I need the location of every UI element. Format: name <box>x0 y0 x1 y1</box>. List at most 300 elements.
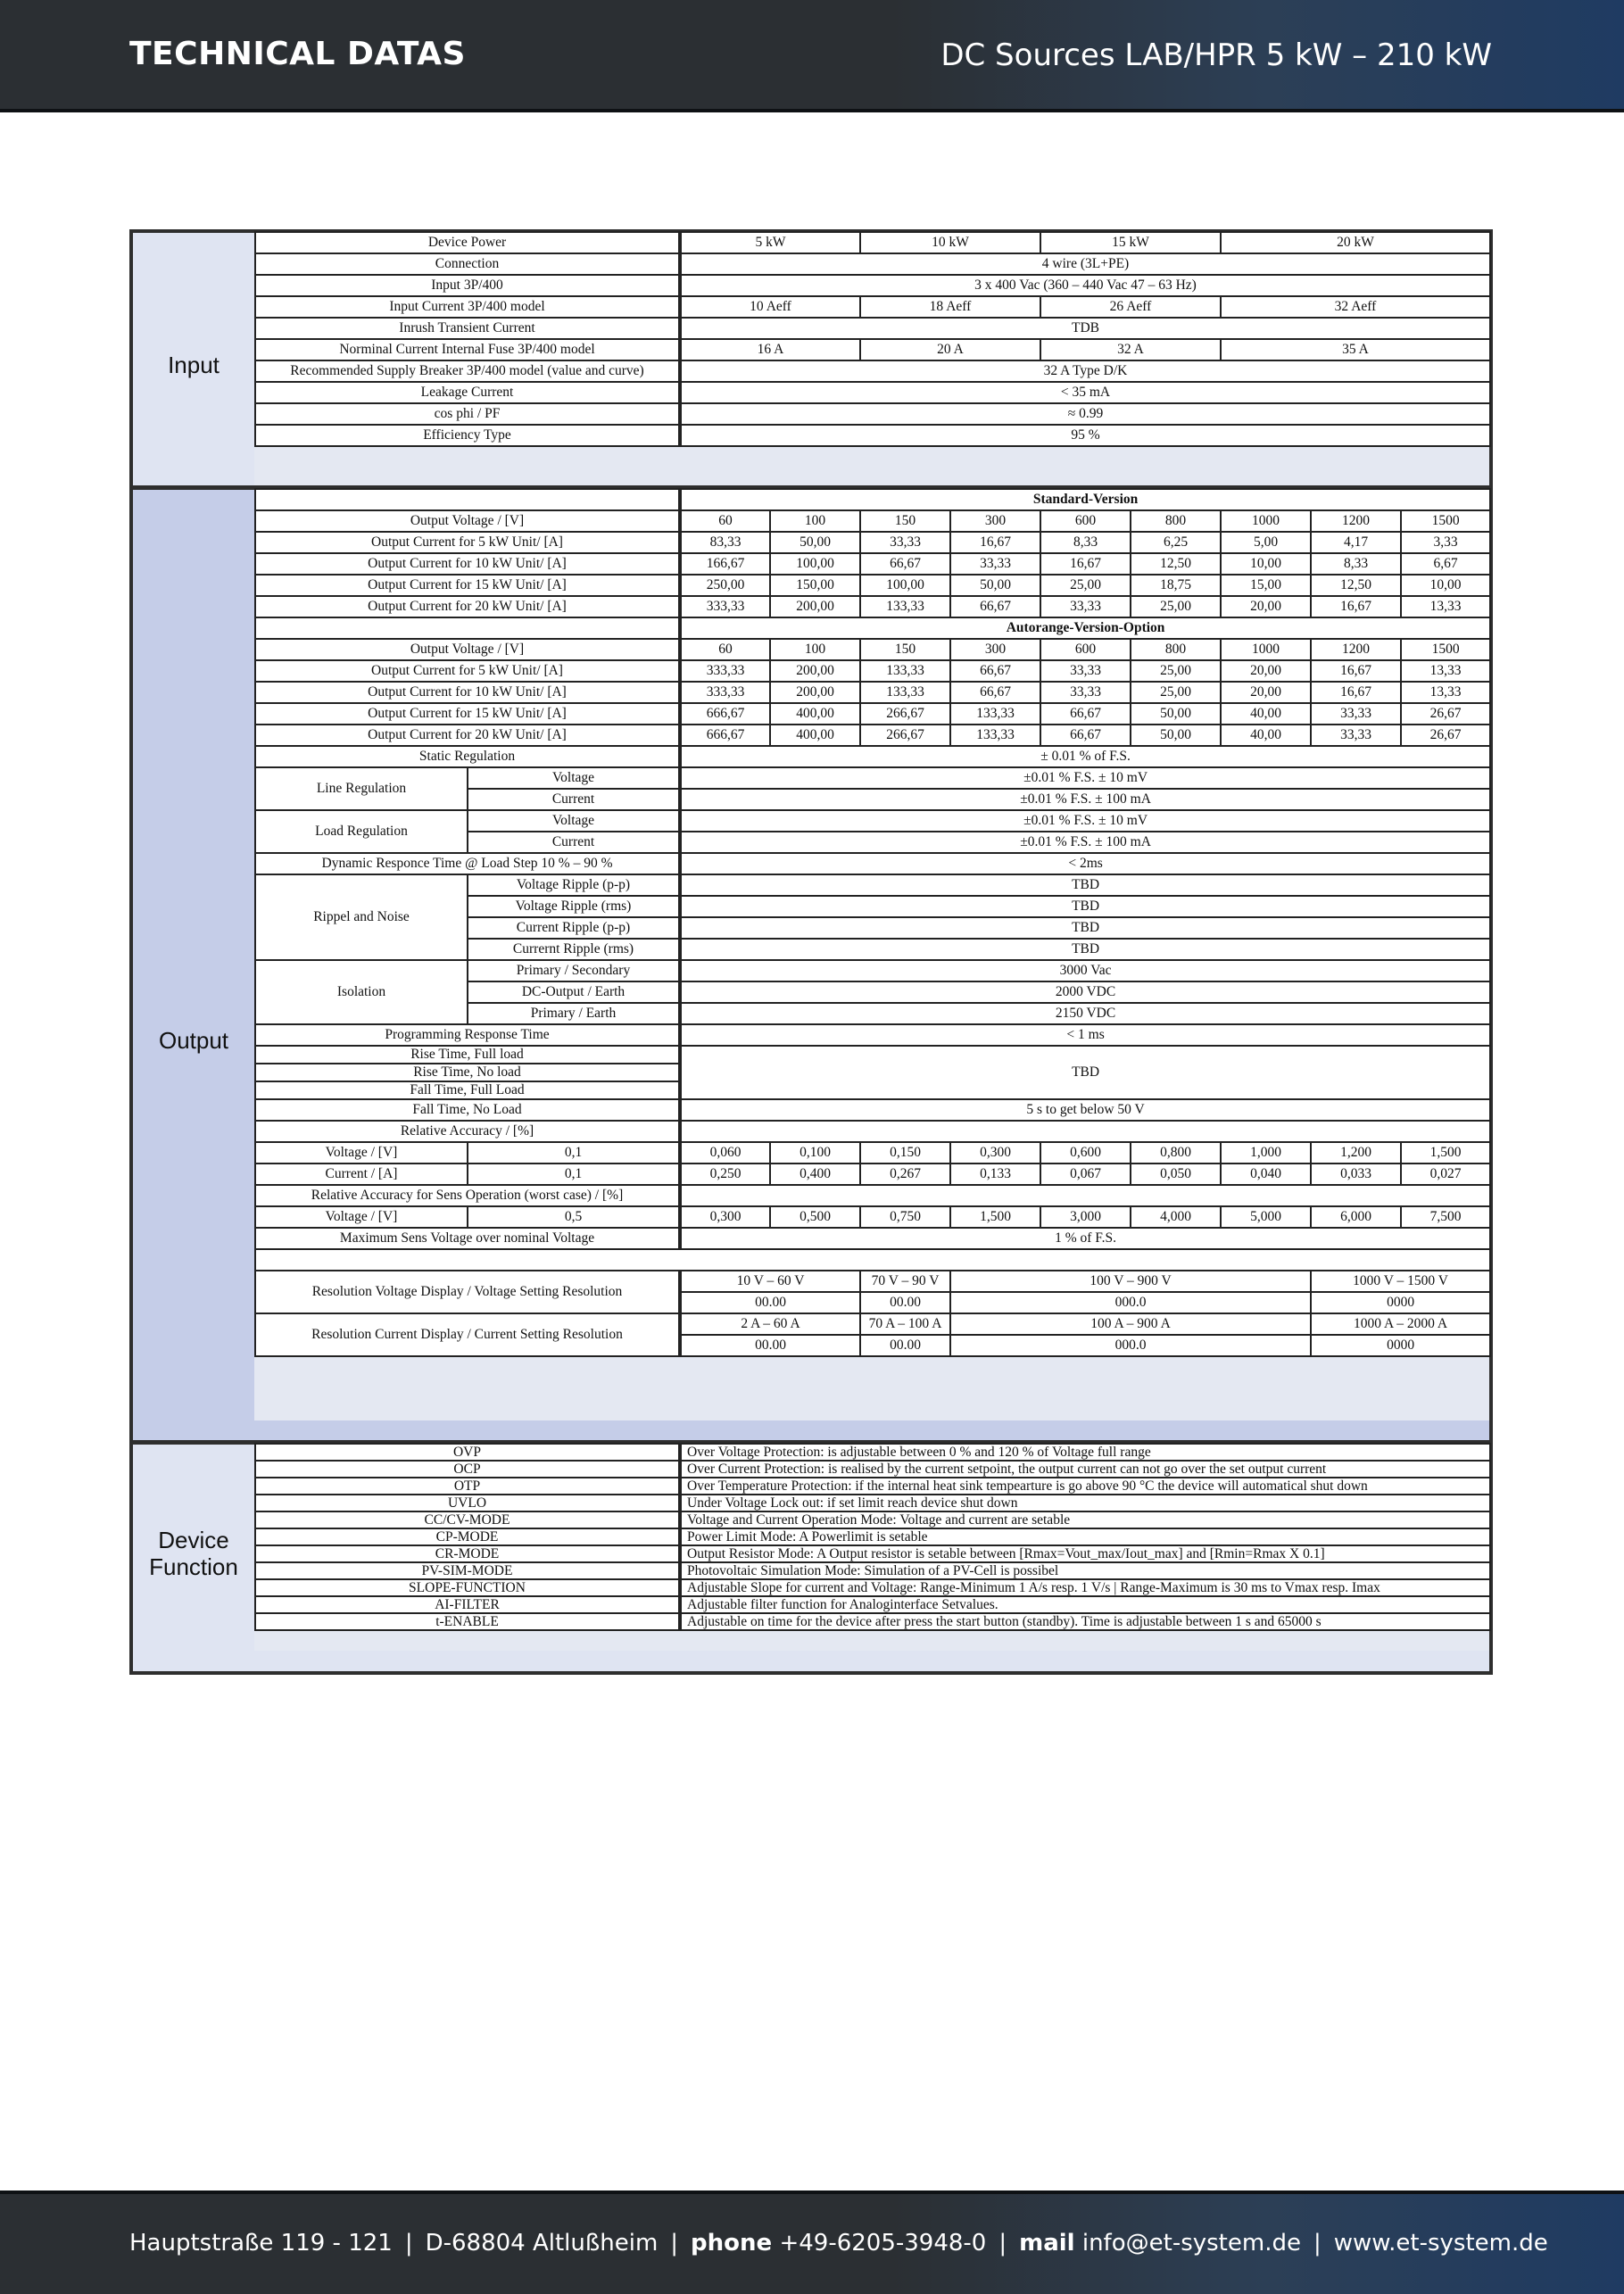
row-sublabel: Primary / Secondary <box>468 960 680 981</box>
table-row <box>255 725 1490 746</box>
table-cell: 000.0 <box>950 1292 1311 1313</box>
table-row <box>255 575 1490 596</box>
row-label: Line Regulation <box>255 767 468 810</box>
table-cell: 0,040 <box>1221 1164 1311 1185</box>
table-cell: 5,00 <box>1221 532 1311 553</box>
table-cell: 1000 <box>1221 639 1311 660</box>
table-row <box>255 1562 1490 1579</box>
table-cell: 150 <box>860 639 950 660</box>
table-row <box>255 1099 1490 1121</box>
table-cell: 20,00 <box>1221 682 1311 703</box>
function-name: CC/CV-MODE <box>255 1511 680 1528</box>
row-label: Input 3P/400 <box>255 275 680 296</box>
table-cell: 50,00 <box>1131 725 1221 746</box>
table-cell: 1200 <box>1311 510 1401 532</box>
table-cell: 66,67 <box>860 553 950 575</box>
table-cell: 10 Aeff <box>680 296 860 318</box>
row-label: Output Current for 5 kW Unit/ [A] <box>255 660 680 682</box>
function-name: OVP <box>255 1444 680 1461</box>
table-cell: 0,300 <box>950 1142 1040 1164</box>
row-label: Voltage / [V] <box>255 1206 468 1228</box>
table-cell: 200,00 <box>770 660 860 682</box>
table-row <box>255 318 1490 339</box>
row-label: Output Current for 20 kW Unit/ [A] <box>255 596 680 617</box>
table-cell: 2 A – 60 A <box>680 1313 860 1335</box>
table-cell: 2150 VDC <box>680 1003 1490 1024</box>
row-sublabel: Voltage Ripple (rms) <box>468 896 680 917</box>
row-sublabel: Current Ripple (p-p) <box>468 917 680 939</box>
table-cell: 266,67 <box>860 725 950 746</box>
table-cell: 18,75 <box>1131 575 1221 596</box>
table-cell: 40,00 <box>1221 703 1311 725</box>
table-cell: 0,250 <box>680 1164 770 1185</box>
table-cell: 333,33 <box>680 660 770 682</box>
function-name: AI-FILTER <box>255 1596 680 1613</box>
table-cell: 800 <box>1131 639 1221 660</box>
table-row <box>255 1142 1490 1164</box>
table-cell: 6,000 <box>1311 1206 1401 1228</box>
row-label: Leakage Current <box>255 382 680 403</box>
output-table <box>254 488 1491 1357</box>
section-label-output: Output <box>158 1027 229 1054</box>
table-cell: 0,050 <box>1131 1164 1221 1185</box>
page-header <box>0 0 1624 112</box>
table-cell: 10,00 <box>1401 575 1490 596</box>
table-row <box>255 339 1490 360</box>
blank-cell <box>680 1121 1490 1142</box>
row-label: Fall Time, No Load <box>255 1099 680 1121</box>
table-row <box>255 1271 1490 1292</box>
table-cell: 100 V – 900 V <box>950 1271 1311 1292</box>
row-label: Output Current for 20 kW Unit/ [A] <box>255 725 680 746</box>
table-cell: 33,33 <box>1040 682 1131 703</box>
table-cell: 33,33 <box>950 553 1040 575</box>
table-cell: 250,00 <box>680 575 770 596</box>
table-cell: 18 Aeff <box>860 296 1040 318</box>
row-sublabel: Voltage <box>468 767 680 789</box>
table-cell: 133,33 <box>950 725 1040 746</box>
table-row <box>255 874 1490 896</box>
row-label: Input Current 3P/400 model <box>255 296 680 318</box>
table-cell: 33,33 <box>1311 725 1401 746</box>
table-cell: 150,00 <box>770 575 860 596</box>
function-description: Over Current Protection: is realised by the current setpoint, the output current can not go over the set output current <box>680 1461 1490 1478</box>
blank-row <box>255 1249 1490 1271</box>
table-row <box>255 1545 1490 1562</box>
table-cell: 25,00 <box>1131 596 1221 617</box>
table-row <box>255 296 1490 318</box>
function-description: Under Voltage Lock out: if set limit reach device shut down <box>680 1495 1490 1511</box>
table-cell: 400,00 <box>770 725 860 746</box>
table-row <box>255 1613 1490 1630</box>
table-row <box>255 703 1490 725</box>
table-row <box>255 275 1490 296</box>
table-row <box>255 1444 1490 1461</box>
table-cell: 66,67 <box>950 596 1040 617</box>
table-cell: 0,600 <box>1040 1142 1131 1164</box>
table-cell: 0,100 <box>770 1142 860 1164</box>
table-cell: 300 <box>950 639 1040 660</box>
table-row <box>255 1121 1490 1142</box>
table-cell: 13,33 <box>1401 682 1490 703</box>
table-row <box>255 510 1490 532</box>
footer-web[interactable]: www.et-system.de <box>1333 2230 1548 2257</box>
table-cell: 800 <box>1131 510 1221 532</box>
table-cell: 5,000 <box>1221 1206 1311 1228</box>
table-cell: 4 wire (3L+PE) <box>680 253 1490 275</box>
table-cell: 00.00 <box>860 1335 950 1356</box>
row-label: Efficiency Type <box>255 425 680 446</box>
table-row <box>255 403 1490 425</box>
table-row <box>255 1249 1490 1271</box>
table-cell: TBD <box>680 874 1490 896</box>
row-label: Isolation <box>255 960 468 1024</box>
table-cell: 0000 <box>1311 1335 1490 1356</box>
row-label: Rise Time, Full load <box>255 1046 680 1064</box>
row-label: Resolution Current Display / Current Setting Resolution <box>255 1313 680 1356</box>
function-description: Over Temperature Protection: if the internal heat sink tempearture is go above 90 °C the device will automatical shut down <box>680 1478 1490 1495</box>
table-cell: 16,67 <box>1311 660 1401 682</box>
table-cell: 15 kW <box>1040 232 1221 253</box>
table-row <box>255 1495 1490 1511</box>
row-label: Output Current for 10 kW Unit/ [A] <box>255 682 680 703</box>
table-row <box>255 382 1490 403</box>
table-cell: 13,33 <box>1401 596 1490 617</box>
table-row <box>255 553 1490 575</box>
table-cell: 16,67 <box>1311 596 1401 617</box>
table-cell: 100,00 <box>860 575 950 596</box>
table-cell: 200,00 <box>770 596 860 617</box>
table-cell: 20,00 <box>1221 596 1311 617</box>
section-label-input: Input <box>168 352 220 378</box>
table-row <box>255 1478 1490 1495</box>
table-cell: 60 <box>680 510 770 532</box>
row-sublabel: Current <box>468 789 680 810</box>
table-cell: 1,500 <box>950 1206 1040 1228</box>
table-cell: 15,00 <box>1221 575 1311 596</box>
row-label: Resolution Voltage Display / Voltage Setting Resolution <box>255 1271 680 1313</box>
table-cell: 0,033 <box>1311 1164 1401 1185</box>
row-sublabel: Primary / Earth <box>468 1003 680 1024</box>
table-cell: 0,133 <box>950 1164 1040 1185</box>
function-name: CP-MODE <box>255 1528 680 1545</box>
table-cell: 0,300 <box>680 1206 770 1228</box>
table-cell: 600 <box>1040 510 1131 532</box>
table-cell: ±0.01 % F.S. ± 100 mA <box>680 832 1490 853</box>
table-cell: TDB <box>680 318 1490 339</box>
base-value: 0,1 <box>468 1142 680 1164</box>
table-cell: 00.00 <box>680 1335 860 1356</box>
table-cell: 35 A <box>1221 339 1490 360</box>
row-sublabel: Voltage Ripple (p-p) <box>468 874 680 896</box>
table-cell: 50,00 <box>950 575 1040 596</box>
table-cell: 300 <box>950 510 1040 532</box>
table-cell: 133,33 <box>860 682 950 703</box>
device-function-table <box>254 1443 1491 1631</box>
table-cell: 8,33 <box>1040 532 1131 553</box>
table-row <box>255 853 1490 874</box>
function-name: OTP <box>255 1478 680 1495</box>
table-cell: 100 <box>770 639 860 660</box>
table-row <box>255 1596 1490 1613</box>
table-cell: 70 V – 90 V <box>860 1271 950 1292</box>
table-cell: 1500 <box>1401 510 1490 532</box>
table-cell: 33,33 <box>1311 703 1401 725</box>
table-cell: ≈ 0.99 <box>680 403 1490 425</box>
product-title: DC Sources LAB/HPR 5 kW – 210 kW <box>940 37 1492 73</box>
table-row <box>255 489 1490 510</box>
table-cell: 70 A – 100 A <box>860 1313 950 1335</box>
table-cell: 0,267 <box>860 1164 950 1185</box>
row-label: Connection <box>255 253 680 275</box>
footer-phone: +49-6205-3948-0 <box>779 2230 987 2257</box>
table-row <box>255 232 1490 253</box>
autorange-version-title: Autorange-Version-Option <box>680 617 1490 639</box>
table-cell: ±0.01 % F.S. ± 100 mA <box>680 789 1490 810</box>
table-cell: 333,33 <box>680 682 770 703</box>
row-label: Fall Time, Full Load <box>255 1081 680 1099</box>
function-name: CR-MODE <box>255 1545 680 1562</box>
function-description: Adjustable Slope for current and Voltage: Range-Minimum 1 A/s resp. 1 V/s | Range-Maximum is 30 ms to Vmax resp. Imax <box>680 1579 1490 1596</box>
table-cell: 1 % of F.S. <box>680 1228 1490 1249</box>
table-cell: TBD <box>680 939 1490 960</box>
table-cell: 200,00 <box>770 682 860 703</box>
table-cell: 25,00 <box>1040 575 1131 596</box>
table-cell: 33,33 <box>860 532 950 553</box>
footer-address: Hauptstraße 119 - 121 <box>129 2230 393 2257</box>
output-bottom-band <box>254 1420 1489 1440</box>
footer-contact <box>129 2230 1548 2257</box>
table-cell: 3,33 <box>1401 532 1490 553</box>
table-row <box>255 253 1490 275</box>
table-row <box>255 639 1490 660</box>
table-cell: 10 V – 60 V <box>680 1271 860 1292</box>
table-cell: 0,027 <box>1401 1164 1490 1185</box>
table-cell: < 1 ms <box>680 1024 1490 1046</box>
blank-cell <box>255 617 680 639</box>
table-cell: 1,500 <box>1401 1142 1490 1164</box>
table-cell: < 35 mA <box>680 382 1490 403</box>
function-description: Adjustable filter function for Analoginterface Setvalues. <box>680 1596 1490 1613</box>
table-cell: 16,67 <box>950 532 1040 553</box>
table-cell: 40,00 <box>1221 725 1311 746</box>
section-label-line-1: Device <box>158 1527 229 1553</box>
table-cell: 4,17 <box>1311 532 1401 553</box>
table-row <box>255 810 1490 832</box>
table-cell: 666,67 <box>680 725 770 746</box>
table-row <box>255 767 1490 789</box>
function-bottom-band <box>254 1651 1489 1671</box>
table-cell: 0,400 <box>770 1164 860 1185</box>
table-cell: 00.00 <box>680 1292 860 1313</box>
footer-mail[interactable]: info@et-system.de <box>1081 2230 1301 2257</box>
section-label-line-2: Function <box>149 1553 238 1580</box>
function-name: PV-SIM-MODE <box>255 1562 680 1579</box>
row-label: Norminal Current Internal Fuse 3P/400 model <box>255 339 680 360</box>
table-cell: 66,67 <box>950 660 1040 682</box>
table-row <box>255 682 1490 703</box>
table-cell: 95 % <box>680 425 1490 446</box>
table-cell: 16 A <box>680 339 860 360</box>
function-description: Output Resistor Mode: A Output resistor is setable between [Rmax=Vout_max/Iout_max] and [Rmin=Rmax X 0.1] <box>680 1545 1490 1562</box>
row-label: Programming Response Time <box>255 1024 680 1046</box>
table-cell: 16,67 <box>1311 682 1401 703</box>
table-cell: 20,00 <box>1221 660 1311 682</box>
table-cell: 20 kW <box>1221 232 1490 253</box>
footer-phone-label: phone <box>691 2230 773 2257</box>
table-cell: 5 kW <box>680 232 860 253</box>
table-row <box>255 1579 1490 1596</box>
row-label: Output Current for 15 kW Unit/ [A] <box>255 703 680 725</box>
row-label: Voltage / [V] <box>255 1142 468 1164</box>
table-cell: 6,25 <box>1131 532 1221 553</box>
row-sublabel: Voltage <box>468 810 680 832</box>
table-cell: TBD <box>680 917 1490 939</box>
table-cell: 10,00 <box>1221 553 1311 575</box>
table-cell: 0,500 <box>770 1206 860 1228</box>
function-description: Adjustable on time for the device after press the start button (standby). Time is adjustable between 1 s and 65000 s <box>680 1613 1490 1630</box>
row-label: Rise Time, No load <box>255 1064 680 1081</box>
row-label: Dynamic Responce Time @ Load Step 10 % – 90 % <box>255 853 680 874</box>
table-cell: 100,00 <box>770 553 860 575</box>
table-cell: 266,67 <box>860 703 950 725</box>
table-row <box>255 1024 1490 1046</box>
function-description: Voltage and Current Operation Mode: Voltage and current are setable <box>680 1511 1490 1528</box>
table-row <box>255 425 1490 446</box>
footer-city: D-68804 Altlußheim <box>425 2230 659 2257</box>
table-cell: 0000 <box>1311 1292 1490 1313</box>
table-cell: 7,500 <box>1401 1206 1490 1228</box>
page-footer <box>0 2190 1624 2294</box>
row-label: Current / [A] <box>255 1164 468 1185</box>
table-cell: 26,67 <box>1401 725 1490 746</box>
row-label: Rippel and Noise <box>255 874 468 960</box>
table-row <box>255 532 1490 553</box>
row-label: Relative Accuracy for Sens Operation (worst case) / [%] <box>255 1185 680 1206</box>
table-cell: 100 <box>770 510 860 532</box>
table-cell: 12,50 <box>1311 575 1401 596</box>
table-cell: 32 Aeff <box>1221 296 1490 318</box>
table-cell: 3,000 <box>1040 1206 1131 1228</box>
table-cell: 0,060 <box>680 1142 770 1164</box>
table-cell: 1,200 <box>1311 1142 1401 1164</box>
table-cell: 3000 Vac <box>680 960 1490 981</box>
table-cell: 1500 <box>1401 639 1490 660</box>
row-sublabel: Current <box>468 832 680 853</box>
function-description: Photovoltaic Simulation Mode: Simulation of a PV-Cell is possibel <box>680 1562 1490 1579</box>
table-cell: 33,33 <box>1040 660 1131 682</box>
table-cell: 8,33 <box>1311 553 1401 575</box>
page-title: TECHNICAL DATAS <box>129 36 466 72</box>
table-cell: 10 kW <box>860 232 1040 253</box>
row-label: Load Regulation <box>255 810 468 853</box>
table-cell: 26 Aeff <box>1040 296 1221 318</box>
table-row <box>255 746 1490 767</box>
table-cell: 150 <box>860 510 950 532</box>
row-label: Static Regulation <box>255 746 680 767</box>
table-cell: 1000 A – 2000 A <box>1311 1313 1490 1335</box>
table-cell: 0,150 <box>860 1142 950 1164</box>
table-row <box>255 660 1490 682</box>
table-cell: TBD <box>680 896 1490 917</box>
table-cell: 83,33 <box>680 532 770 553</box>
table-cell: 33,33 <box>1040 596 1131 617</box>
row-label: cos phi / PF <box>255 403 680 425</box>
section-label-device-function <box>133 1528 254 1581</box>
table-cell: 66,67 <box>1040 725 1131 746</box>
table-cell: 600 <box>1040 639 1131 660</box>
table-cell: 66,67 <box>950 682 1040 703</box>
table-row <box>255 617 1490 639</box>
table-row <box>255 960 1490 981</box>
row-label: Relative Accuracy / [%] <box>255 1121 680 1142</box>
function-name: t-ENABLE <box>255 1613 680 1630</box>
function-name: UVLO <box>255 1495 680 1511</box>
table-row <box>255 1228 1490 1249</box>
row-label: Output Current for 10 kW Unit/ [A] <box>255 553 680 575</box>
row-label: Output Current for 5 kW Unit/ [A] <box>255 532 680 553</box>
table-cell: 1000 <box>1221 510 1311 532</box>
table-cell: 26,67 <box>1401 703 1490 725</box>
table-row <box>255 1528 1490 1545</box>
table-row <box>255 1185 1490 1206</box>
footer-separator: | <box>404 2230 413 2257</box>
function-description: Over Voltage Protection: is adjustable between 0 % and 120 % of Voltage full range <box>680 1444 1490 1461</box>
table-cell: 1200 <box>1311 639 1401 660</box>
row-label: Device Power <box>255 232 680 253</box>
table-cell: 666,67 <box>680 703 770 725</box>
table-cell: 25,00 <box>1131 660 1221 682</box>
row-sublabel: DC-Output / Earth <box>468 981 680 1003</box>
row-sublabel: Currernt Ripple (rms) <box>468 939 680 960</box>
table-cell: 100 A – 900 A <box>950 1313 1311 1335</box>
row-label: Output Voltage / [V] <box>255 639 680 660</box>
table-cell: 32 A <box>1040 339 1221 360</box>
table-row <box>255 1511 1490 1528</box>
table-row <box>255 1313 1490 1335</box>
output-section-bg <box>133 490 254 1440</box>
footer-mail-label: mail <box>1019 2230 1075 2257</box>
table-cell: ±0.01 % F.S. ± 10 mV <box>680 767 1490 789</box>
base-value: 0,5 <box>468 1206 680 1228</box>
table-cell: TBD <box>680 1046 1490 1099</box>
table-cell: 133,33 <box>860 596 950 617</box>
table-cell: 133,33 <box>860 660 950 682</box>
table-cell: 0,800 <box>1131 1142 1221 1164</box>
table-cell: 32 A Type D/K <box>680 360 1490 382</box>
row-label: Recommended Supply Breaker 3P/400 model (value and curve) <box>255 360 680 382</box>
table-row <box>255 596 1490 617</box>
row-label: Inrush Transient Current <box>255 318 680 339</box>
table-cell: 20 A <box>860 339 1040 360</box>
footer-separator: | <box>670 2230 679 2257</box>
table-cell: < 2ms <box>680 853 1490 874</box>
table-cell: 3 x 400 Vac (360 – 440 Vac 47 – 63 Hz) <box>680 275 1490 296</box>
table-cell: ± 0.01 % of F.S. <box>680 746 1490 767</box>
table-cell: 60 <box>680 639 770 660</box>
function-name: SLOPE-FUNCTION <box>255 1579 680 1596</box>
table-cell: 50,00 <box>1131 703 1221 725</box>
base-value: 0,1 <box>468 1164 680 1185</box>
table-cell: 50,00 <box>770 532 860 553</box>
table-cell: 166,67 <box>680 553 770 575</box>
row-label: Maximum Sens Voltage over nominal Voltage <box>255 1228 680 1249</box>
footer-separator: | <box>1313 2230 1322 2257</box>
table-cell: 6,67 <box>1401 553 1490 575</box>
table-cell: 000.0 <box>950 1335 1311 1356</box>
table-cell: 25,00 <box>1131 682 1221 703</box>
row-label: Output Current for 15 kW Unit/ [A] <box>255 575 680 596</box>
